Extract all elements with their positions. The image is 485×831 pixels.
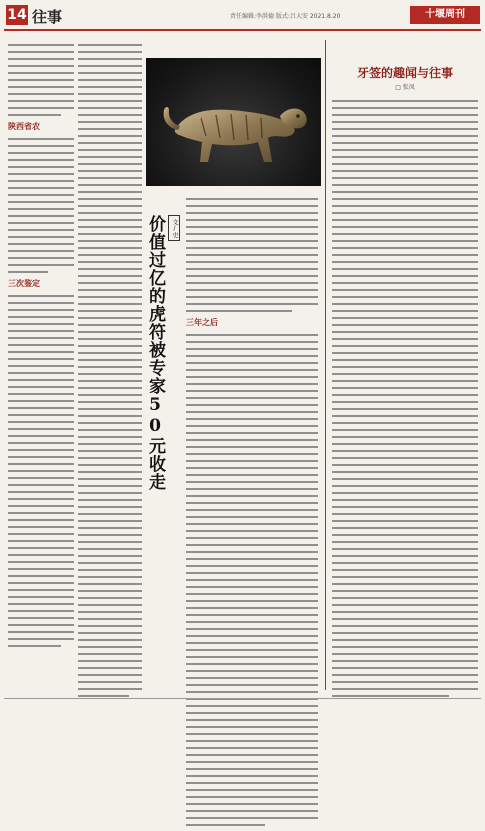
subhead-three-years-later: 三年之后 <box>186 318 218 327</box>
page-header <box>0 0 485 30</box>
main-headline: 价值过亿的虎符被专家50元收走 <box>145 215 165 491</box>
byline: 文/史 <box>168 215 180 241</box>
paper-brand: 十堰周刊 <box>410 6 480 24</box>
subhead-shaanxi: 陕西省农 <box>8 122 40 131</box>
text-column-3 <box>186 198 318 831</box>
subhead-three-appraisals: 三次鉴定 <box>8 279 40 288</box>
section-name: 往事 <box>32 8 63 26</box>
page-number: 14 <box>7 7 27 23</box>
tiger-tally-photo <box>146 58 321 186</box>
text-column-2 <box>78 44 142 702</box>
footer-rule <box>4 698 481 699</box>
text-column-1 <box>8 44 74 652</box>
side-article-body <box>332 100 478 702</box>
column-divider <box>325 40 326 690</box>
editor-meta: 责任编辑:李洪德 版式:吕大安 2021.8.20 <box>230 13 341 20</box>
side-article-author: □ 张凤 <box>395 84 415 91</box>
side-article-title: 牙签的趣闻与往事 <box>356 66 453 80</box>
header-rule <box>4 29 481 31</box>
